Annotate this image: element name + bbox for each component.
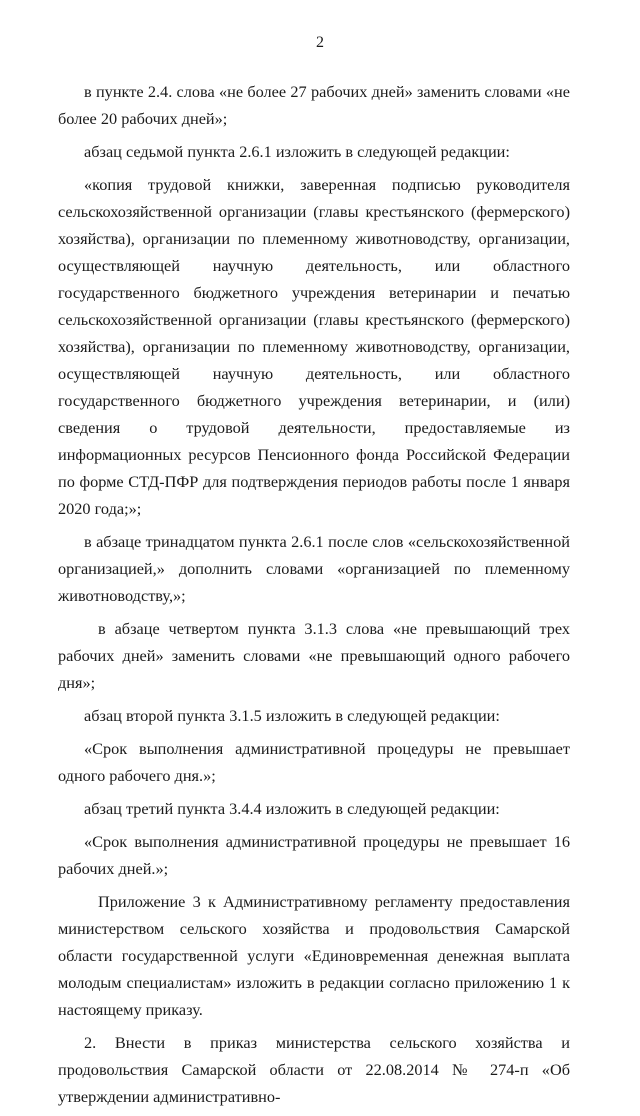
document-body (58, 78, 570, 1116)
paragraph-amend-3-1-5-intro: абзац второй пункта 3.1.5 изложить в следующей редакции: (84, 706, 500, 725)
paragraph-appendix-3: Приложение 3 к Административному регламенту предоставления министерством сельского хозяйства и продовольствия Самарской области государственной услуги «Единовременная денежная выплата молодым специалистам» изложить в редакции согласно приложению 1 к настоящему приказу. (58, 892, 570, 1019)
paragraph-amend-3-1-3: в абзаце четвертом пункта 3.1.3 слова «не превышающий трех рабочих дней» заменить словами «не превышающий одного рабочего дня»; (58, 619, 570, 692)
paragraph-quote-3-4-4: «Срок выполнения административной процедуры не превышает 16 рабочих дней.»; (58, 832, 570, 878)
paragraph-quote-3-1-5: «Срок выполнения административной процедуры не превышает одного рабочего дня.»; (58, 739, 570, 785)
page-number: 2 (316, 34, 324, 51)
paragraph-quote-labor-book: «копия трудовой книжки, заверенная подписью руководителя сельскохозяйственной организации (главы крестьянского (фермерского) хозяйства), организации по племенному животноводству, организации, осуществляющей научную деятельность, или областного государственного бюджетного учреждения ветеринарии и печатью сельскохозяйственной организации (главы крестьянского (фермерского) хозяйства), организации по племенному животноводству, организации, осуществляющей научную деятельность, или областного государственного бюджетного учреждения ветеринарии, и (или) сведения о трудовой деятельности, предоставляемые из информационных ресурсов Пенсионного фонда Российской Федерации по форме СТД-ПФР для подтверждения периодов работы после 1 января 2020 года;»; (58, 175, 570, 518)
paragraph-amend-2-6-1-intro: абзац седьмой пункта 2.6.1 изложить в следующей редакции: (84, 142, 510, 161)
paragraph-item-2: 2. Внести в приказ министерства сельского хозяйства и продовольствия Самарской области от 22.08.2014 № 274-п «Об утверждении административно- (58, 1033, 570, 1106)
paragraph-amend-3-4-4-intro: абзац третий пункта 3.4.4 изложить в следующей редакции: (84, 799, 500, 818)
paragraph-amend-2-6-1-13: в абзаце тринадцатом пункта 2.6.1 после слов «сельскохозяйственной организацией,» дополнить словами «организацией по племенному животноводству,»; (58, 532, 570, 605)
paragraph-amend-2-4: в пункте 2.4. слова «не более 27 рабочих дней» заменить словами «не более 20 рабочих дней»; (58, 82, 570, 128)
